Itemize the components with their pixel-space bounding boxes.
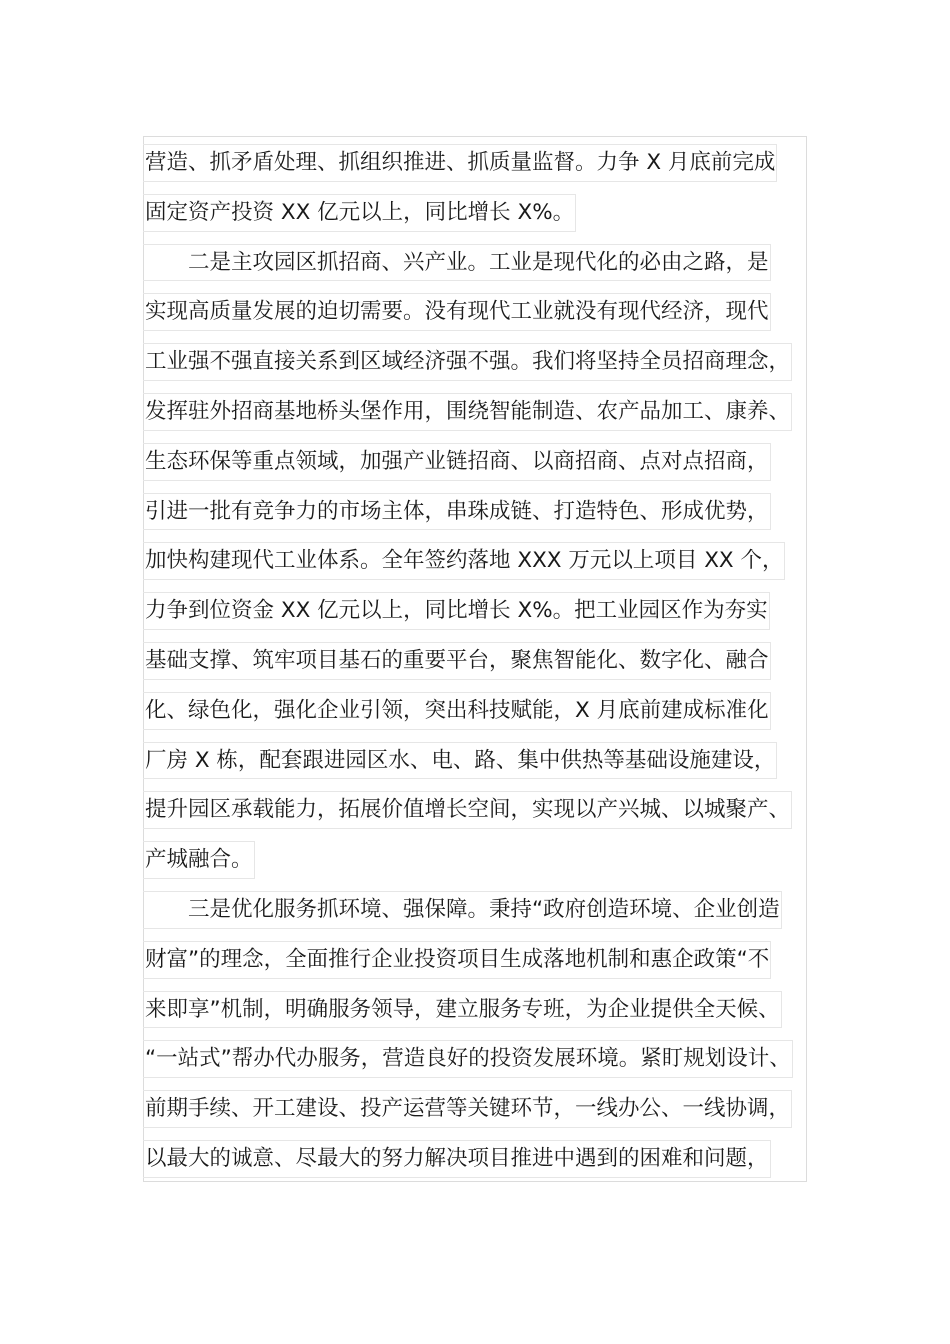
text-line xyxy=(145,287,817,337)
text-line-content: 厂房 X 栋，配套跟进园区水、电、路、集中供热等基础设施建设， xyxy=(145,736,777,786)
text-line xyxy=(145,935,817,985)
text-line-content: 财富”的理念，全面推行企业投资项目生成落地机制和惠企政策“不 xyxy=(145,935,771,985)
text-line-content: “一站式”帮办代办服务，营造良好的投资发展环境。紧盯规划设计、 xyxy=(145,1034,793,1084)
text-line-content: 以最大的诚意、尽最大的努力解决项目推进中遇到的困难和问题， xyxy=(145,1134,771,1184)
text-line-content: 三是优化服务抓环境、强保障。秉持“政府创造环境、企业创造 xyxy=(145,885,782,935)
text-line-content: 产城融合。 xyxy=(145,835,255,885)
text-line-content: 化、绿色化，强化企业引领，突出科技赋能，X 月底前建成标准化 xyxy=(145,686,771,736)
text-line xyxy=(145,985,817,1035)
text-line-content: 营造、抓矛盾处理、抓组织推进、抓质量监督。力争 X 月底前完成 xyxy=(145,138,777,188)
text-line-content: 来即享”机制，明确服务领导，建立服务专班，为企业提供全天候、 xyxy=(145,985,782,1035)
text-line-content: 加快构建现代工业体系。全年签约落地 XXX 万元以上项目 XX 个， xyxy=(145,536,785,586)
text-line xyxy=(145,636,817,686)
text-line xyxy=(145,1084,817,1134)
text-line xyxy=(145,188,817,238)
text-line xyxy=(145,138,817,188)
text-line-content: 提升园区承载能力，拓展价值增长空间，实现以产兴城、以城聚产、 xyxy=(145,785,792,835)
text-line-content: 引进一批有竞争力的市场主体，串珠成链、打造特色、形成优势， xyxy=(145,487,771,537)
text-line xyxy=(145,437,817,487)
text-line xyxy=(145,238,817,288)
text-line-content: 生态环保等重点领域，加强产业链招商、以商招商、点对点招商， xyxy=(145,437,771,487)
text-line-content: 基础支撑、筑牢项目基石的重要平台，聚焦智能化、数字化、融合 xyxy=(145,636,771,686)
text-line xyxy=(145,387,817,437)
text-line xyxy=(145,686,817,736)
body-text xyxy=(145,138,817,1184)
text-line-content: 固定资产投资 XX 亿元以上，同比增长 X%。 xyxy=(145,188,576,238)
text-line xyxy=(145,736,817,786)
text-line xyxy=(145,586,817,636)
text-line xyxy=(145,487,817,537)
text-line xyxy=(145,785,817,835)
text-line xyxy=(145,885,817,935)
text-line-content: 实现高质量发展的迫切需要。没有现代工业就没有现代经济，现代 xyxy=(145,287,771,337)
text-line-content: 发挥驻外招商基地桥头堡作用，围绕智能制造、农产品加工、康养、 xyxy=(145,387,792,437)
text-line xyxy=(145,337,817,387)
text-line xyxy=(145,1034,817,1084)
text-line xyxy=(145,1134,817,1184)
text-line-content: 力争到位资金 XX 亿元以上，同比增长 X%。把工业园区作为夯实 xyxy=(145,586,770,636)
text-line xyxy=(145,536,817,586)
text-line-content: 二是主攻园区抓招商、兴产业。工业是现代化的必由之路，是 xyxy=(145,238,771,288)
text-line-content: 前期手续、开工建设、投产运营等关键环节，一线办公、一线协调， xyxy=(145,1084,792,1134)
text-line xyxy=(145,835,817,885)
text-line-content: 工业强不强直接关系到区域经济强不强。我们将坚持全员招商理念， xyxy=(145,337,792,387)
